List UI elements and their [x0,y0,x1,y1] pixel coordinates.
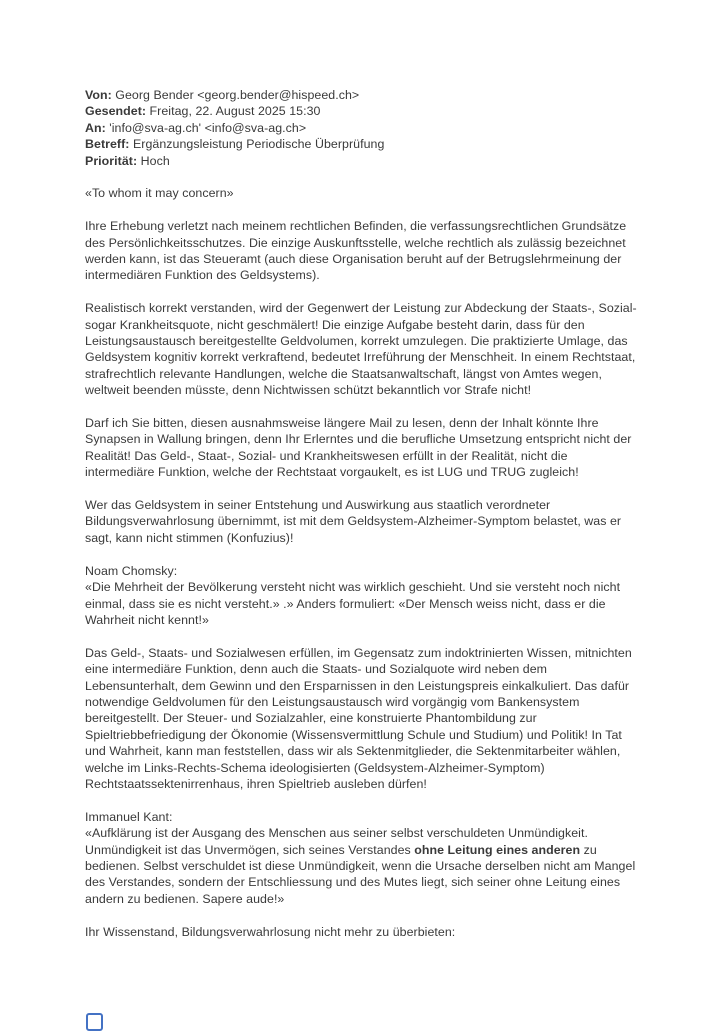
header-field-subject [85,136,637,152]
header-field-label: Priorität: [85,153,138,168]
header-field-value: 'info@sva-ag.ch' <info@sva-ag.ch> [105,120,307,135]
closing-line: Ihr Wissenstand, Bildungsverwahrlosung nicht mehr zu überbieten: [85,924,456,939]
header-field-label: Gesendet: [85,104,147,119]
kant-quote-bold-text: ohne Leitung eines anderen [414,842,581,857]
chomsky-attribution: Noam Chomsky: [85,563,178,578]
paragraph-geldsystem: Wer das Geldsystem in seiner Entstehung und Auswirkung aus staatlich verordneter Bildungsverwahrlosung übernimmt, ist mit dem Geldsystem-Alzheimer-Symptom belastet, was er sagt, kann nicht stimmen (Konfuzius)! [85,498,622,545]
paragraph-realistisch: Realistisch korrekt verstanden, wird der Gegenwert der Leistung zur Abdeckung der Staats-, Sozial- sogar Krankheitsquote, nicht geschmälert! Die einzige Aufgabe besteht darin, dass für den Leistungsaustausch bereitgestellte Geldvolumen, korrekt umzulegen. Die praktizierte Umlage, das Geldsystem kognitiv korrekt verkraftend, bedeutet Irreführung der Menschheit. In einem Rechtstaat, strafrechtlich relevante Handlungen, welche die Staatsanwaltschaft, längst von Amtes wegen, weltweit beenden müsste, denn Nichtwissen schützt bekanntlich vor Strafe nicht! [85,301,637,398]
chomsky-quote: «Die Mehrheit der Bevölkerung versteht nicht was wirklich geschieht. Und sie versteht noch nicht einmal, dass sie es nicht versteht.» .» Anders formuliert: «Der Mensch weiss nicht, dass er die Wahrheit nicht kennt!» [85,580,621,627]
email-header [85,87,637,169]
kant-attribution: Immanuel Kant: [85,809,173,824]
header-field-value: Georg Bender <georg.bender@hispeed.ch> [111,88,360,102]
header-field-priority [85,153,637,169]
email-body [85,87,637,956]
kant-quote-block [85,809,637,907]
paragraph-privacy: Ihre Erhebung verletzt nach meinem rechtlichen Befinden, die verfassungsrechtlichen Grundsätze des Persönlichkeitsschutzes. Die einzige Auskunftsstelle, welche rechtlich als zulässig bezeichnet werden kann, ist das Steueramt (auch diese Organisation beruht auf der Betrugslehrmeinung der intermediären Funktion des Geldsystems). [85,219,627,283]
header-field-value: Freitag, 22. August 2025 15:30 [146,104,321,119]
header-field-value: Ergänzungsleistung Periodische Überprüfung [129,137,385,152]
header-field-label: Betreff: [85,137,130,152]
clipped-blue-link-box[interactable] [86,1013,103,1031]
header-field-from [85,87,637,103]
paragraph-darf-ich: Darf ich Sie bitten, diesen ausnahmsweise längere Mail zu lesen, denn der Inhalt könnte Ihre Synapsen in Wallung bringen, denn Ihr Erlerntes und die berufliche Umsetzung entspricht nicht der Realität! Das Geld-, Staat-, Sozial- und Krankheitswesen erfüllt in der Realität, nicht die intermediäre Funktion, welche der Rechtstaat vorgaukelt, es ist LUG und TRUG zugleich! [85,416,632,480]
header-field-to [85,120,637,136]
kant-quote-text: «Aufklärung ist der Ausgang des Menschen aus seiner selbst verschuldeten Unmündigkeit. Unmündigkeit ist das Unvermögen, sich seines Verstandes [85,826,588,857]
chomsky-quote-block [85,563,637,629]
paragraph-sozialwesen: Das Geld-, Staats- und Sozialwesen erfüllen, im Gegensatz zum indoktrinierten Wissen, mitnichten eine intermediäre Funktion, denn auch die Staats- und Sozialquote wird neben dem Lebensunterhalt, dem Gewinn und den Ersparnissen in den Leistungspreis einkalkuliert. Das dafür notwendige Geldvolumen für den Leistungsaustausch wird vorgängig vom Bankensystem bereitgestellt. Der Steuer- und Sozialzahler, eine konstruierte Phantombildung zur Spieltriebbefriedigung der Ökonomie (Wissensvermittlung Schule und Studium) und Politik! In Tat und Wahrheit, kann man feststellen, dass wir als Sektenmitglieder, die Sektenmitarbeiter wählen, welche im Links-Rechts-Schema ideologisierten (Geldsystem-Alzheimer-Symptom) Rechtstaatssektenirrenhaus, ihren Spieltrieb ausleben dürfen! [85,645,632,791]
kant-quote [85,825,637,907]
header-field-sent [85,103,637,119]
header-field-value: Hoch [137,153,170,168]
salutation: «To whom it may concern» [85,186,234,201]
header-field-label: Von: [85,88,112,102]
kant-quote-text: zu bedienen. Selbst verschuldet ist diese Unmündigkeit, wenn die Ursache derselben nicht am Mangel des Verstandes, sondern der Entschliessung und des Mutes liegt, sich seiner ohne Leitung eines andern zu bedienen. Sapere aude!» [85,842,636,906]
header-field-label: An: [85,120,106,135]
